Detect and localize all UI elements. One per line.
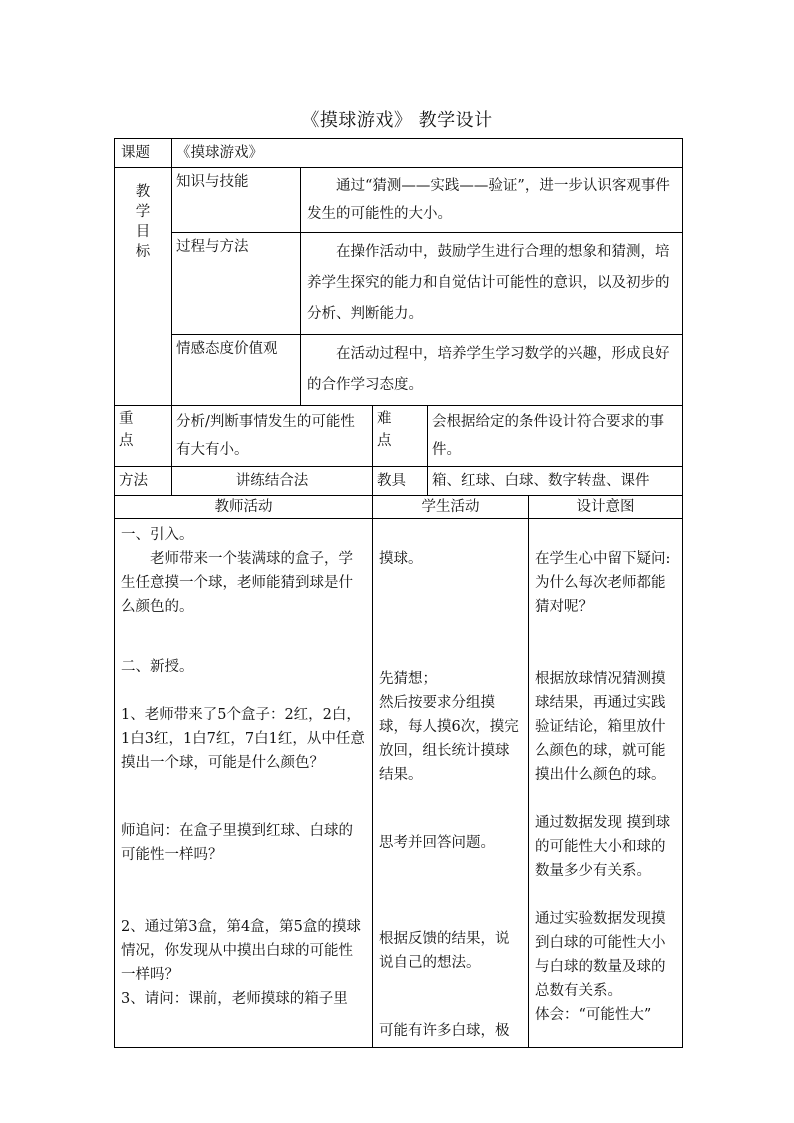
teacher-step-1: 1、老师带来了5个盒子：2红，2白，1白3红，1白7红，7白1红，从中任意摸出一个球，可能是什么颜色？ xyxy=(121,707,365,771)
teacher-intro-heading: 一、引入。 xyxy=(121,527,194,543)
student-answer: 思考并回答问题。 xyxy=(379,835,495,851)
teacher-intro-text: 老师带来一个装满球的盒子，学生任意摸一个球，老师能猜到球是什么颜色的。 xyxy=(121,551,353,615)
key-point-label xyxy=(115,406,172,467)
goals-label xyxy=(115,168,172,406)
goal-name-emotion: 情感态度价值观 xyxy=(172,335,301,406)
col-header-intent: 设计意图 xyxy=(529,496,683,519)
teacher-followup: 师追问：在盒子里摸到红球、白球的可能性一样吗？ xyxy=(121,823,353,863)
student-guess: 先猜想； xyxy=(379,671,437,687)
intent-step-1: 根据放球情况猜测摸球结果，再通过实践验证结论，箱里放什么颜色的球，就可能摸出什么颜色的球。 xyxy=(535,671,666,783)
tools-label: 教具 xyxy=(373,467,428,496)
page-title: 《摸球游戏》 教学设计 xyxy=(301,110,493,131)
intent-cell xyxy=(529,519,683,1048)
student-group-work: 然后按要求分组摸球，每人摸6次，摸完放回，组长统计摸球结果。 xyxy=(379,695,519,783)
col-header-teacher: 教师活动 xyxy=(115,496,373,519)
goal-text-emotion: 在活动过程中，培养学生学习数学的兴趣，形成良好的合作学习态度。 xyxy=(301,335,683,406)
student-activity-cell xyxy=(373,519,529,1048)
method-label: 方法 xyxy=(115,467,172,496)
topic-value: 《摸球游戏》 xyxy=(172,139,683,168)
intent-intro: 在学生心中留下疑问:为什么每次老师都能猜对呢？ xyxy=(535,551,671,615)
goal-name-knowledge: 知识与技能 xyxy=(172,168,301,233)
student-intro: 摸球。 xyxy=(379,551,423,567)
goal-row-process xyxy=(115,233,683,335)
activity-header-row xyxy=(115,496,683,519)
intent-step-3: 体会：“可能性大” xyxy=(535,1007,652,1023)
topic-label: 课题 xyxy=(115,139,172,168)
teacher-step-2: 2、通过第3盒，第4盒，第5盒的摸球情况，你发现从中摸出白球的可能性一样吗？ xyxy=(121,919,361,983)
difficulty-text: 会根据给定的条件设计符合要求的事件。 xyxy=(428,406,683,467)
key-point-text: 分析/判断事情发生的可能性有大有小。 xyxy=(172,406,373,467)
intent-followup: 通过数据发现 摸到球的可能性大小和球的数量多少有关系。 xyxy=(535,815,671,879)
col-header-student: 学生活动 xyxy=(373,496,529,519)
goal-name-process: 过程与方法 xyxy=(172,233,301,335)
method-row xyxy=(115,467,683,496)
difficulty-label xyxy=(373,406,428,467)
teacher-step-3: 3、请问：课前，老师摸球的箱子里 xyxy=(121,991,348,1007)
goal-row-knowledge xyxy=(115,168,683,233)
student-feedback: 根据反馈的结果，说说自己的想法。 xyxy=(379,931,510,971)
key-point-label-text: 重点 xyxy=(119,411,134,449)
goals-label-text: 教学目标 xyxy=(135,184,151,260)
focus-row xyxy=(115,406,683,467)
lesson-plan-table xyxy=(114,138,683,1048)
teacher-new-heading: 二、新授。 xyxy=(121,659,194,675)
goal-row-emotion xyxy=(115,335,683,406)
goal-text-knowledge: 通过“猜测——实践——验证”，进一步认识客观事件发生的可能性的大小。 xyxy=(301,168,683,233)
activity-body-row xyxy=(115,519,683,1048)
method-value: 讲练结合法 xyxy=(172,467,373,496)
tools-value: 箱、红球、白球、数字转盘、课件 xyxy=(428,467,683,496)
intent-step-2: 通过实验数据发现摸到白球的可能性大小与白球的数量及球的总数有关系。 xyxy=(535,911,666,999)
teacher-activity-cell xyxy=(115,519,373,1048)
topic-row xyxy=(115,139,683,168)
student-step-3: 可能有许多白球，极 xyxy=(379,1023,510,1039)
goal-text-process: 在操作活动中，鼓励学生进行合理的想象和猜测，培养学生探究的能力和自觉估计可能性的意识，以及初步的分析、判断能力。 xyxy=(301,233,683,335)
difficulty-label-text: 难点 xyxy=(377,411,392,449)
